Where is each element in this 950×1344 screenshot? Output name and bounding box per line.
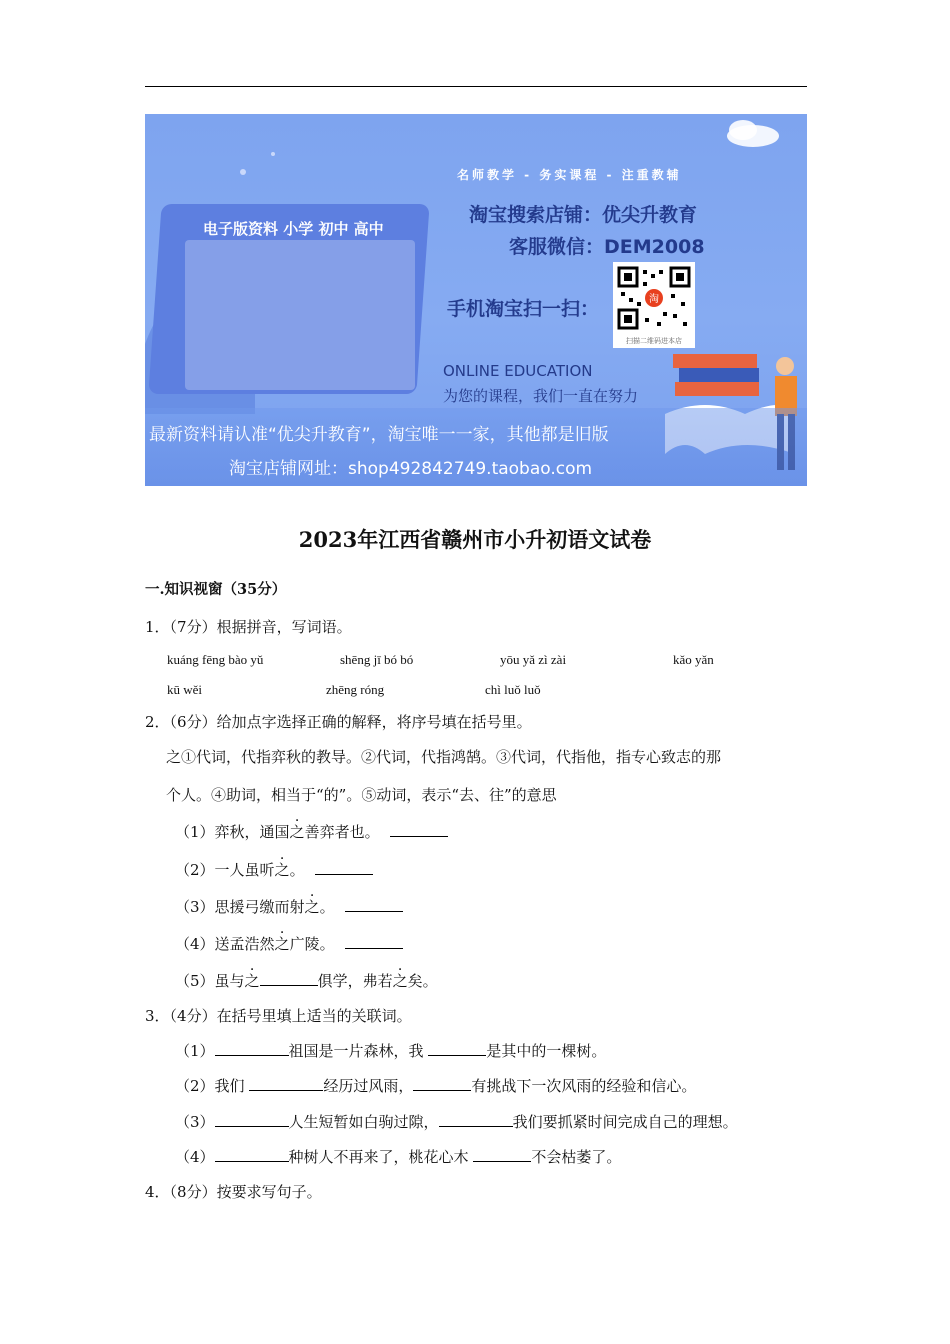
online-education-subtitle: 为您的课程，我们一直在努力 [443, 387, 639, 405]
pinyin-item: kuáng fēng bào yǔ [167, 652, 264, 667]
answer-blank[interactable] [390, 822, 448, 837]
qr-logo: 淘 [649, 294, 659, 305]
answer-blank[interactable] [473, 1147, 531, 1162]
answer-blank[interactable] [215, 1147, 289, 1162]
qr-code [613, 262, 695, 348]
promo-banner [145, 114, 807, 486]
pinyin-item: yōu yǎ zì zài [500, 652, 567, 667]
answer-blank[interactable] [215, 1041, 289, 1056]
header-rule [145, 86, 807, 87]
pinyin-item: kǎo yǎn [673, 652, 714, 667]
answer-blank[interactable] [439, 1112, 513, 1127]
banner-shop-url: 淘宝店铺网址：shop492842749.taobao.com [229, 459, 593, 479]
online-education-text: ONLINE EDUCATION [443, 362, 593, 380]
wechat-text: 客服微信：DEM2008 [509, 236, 705, 258]
question-4-stem: 4．（8分）按要求写句子。 [145, 1183, 322, 1201]
question-2-item: （4）送孟浩然之广陵。 [175, 934, 403, 954]
question-3-item: （2）我们 经历过风雨， 有挑战下一次风雨的经验和信心。 [175, 1077, 697, 1095]
page-title: 2023年江西省赣州市小升初语文试卷 [298, 527, 652, 552]
question-2-stem: 2．（6分）给加点字选择正确的解释，将序号填在括号里。 [145, 713, 532, 731]
scan-text: 手机淘宝扫一扫： [447, 298, 600, 320]
answer-blank[interactable] [315, 860, 373, 875]
question-2-item: （5）虽与之 俱学，弗若之矣。 [175, 972, 438, 990]
answer-blank[interactable] [345, 897, 403, 912]
qr-code-icon [613, 262, 695, 334]
question-3-item: （1） 祖国是一片森林，我 是其中的一棵树。 [175, 1042, 607, 1060]
pinyin-item: zhēng róng [326, 682, 385, 697]
qr-caption: 扫描二维码进本店 [626, 337, 682, 345]
answer-blank[interactable] [345, 934, 403, 949]
answer-blank[interactable] [428, 1041, 486, 1056]
answer-blank[interactable] [260, 971, 318, 986]
banner-notice: 最新资料请认准“优尖升教育”，淘宝唯一一家，其他都是旧版 [149, 425, 609, 445]
question-3-item: （3） 人生短暂如白驹过隙， 我们要抓紧时间完成自己的理想。 [175, 1113, 738, 1131]
answer-blank[interactable] [215, 1112, 289, 1127]
question-2-definitions-line1: 之①代词，代指弈秋的教导。②代词，代指鸿鹄。③代词，代指他，指专心致志的那 [166, 748, 722, 766]
question-3-item: （4） 种树人不再来了，桃花心木 不会枯萎了。 [175, 1148, 622, 1166]
question-2-item: （1）弈秋，通国之善弈者也。 [175, 822, 448, 842]
shop-search-text: 淘宝搜索店铺：优尖升教育 [469, 204, 698, 226]
pinyin-item: chì luǒ luǒ [485, 682, 541, 697]
pinyin-item: shēng jī bó bó [340, 652, 414, 667]
banner-slogan: 名师教学 - 务实课程 - 注重教辅 [457, 168, 682, 182]
answer-blank[interactable] [249, 1076, 323, 1091]
question-3-stem: 3．（4分）在括号里填上适当的关联词。 [145, 1007, 412, 1025]
laptop-screen [185, 240, 415, 390]
question-2-item: （3）思援弓缴而射之。 [175, 897, 403, 917]
answer-blank[interactable] [413, 1076, 471, 1091]
section-heading: 一.知识视窗（35分） [145, 581, 287, 598]
pinyin-item: kū wěi [167, 682, 203, 697]
question-2-item: （2）一人虽听之。 [175, 860, 373, 880]
board-title: 电子版资料 小学 初中 高中 [203, 220, 384, 238]
question-2-definitions-line2: 个人。④助词，相当于“的”。⑤动词，表示“去、往”的意思 [166, 786, 557, 804]
question-1-stem: 1．（7分）根据拼音，写词语。 [145, 618, 352, 636]
